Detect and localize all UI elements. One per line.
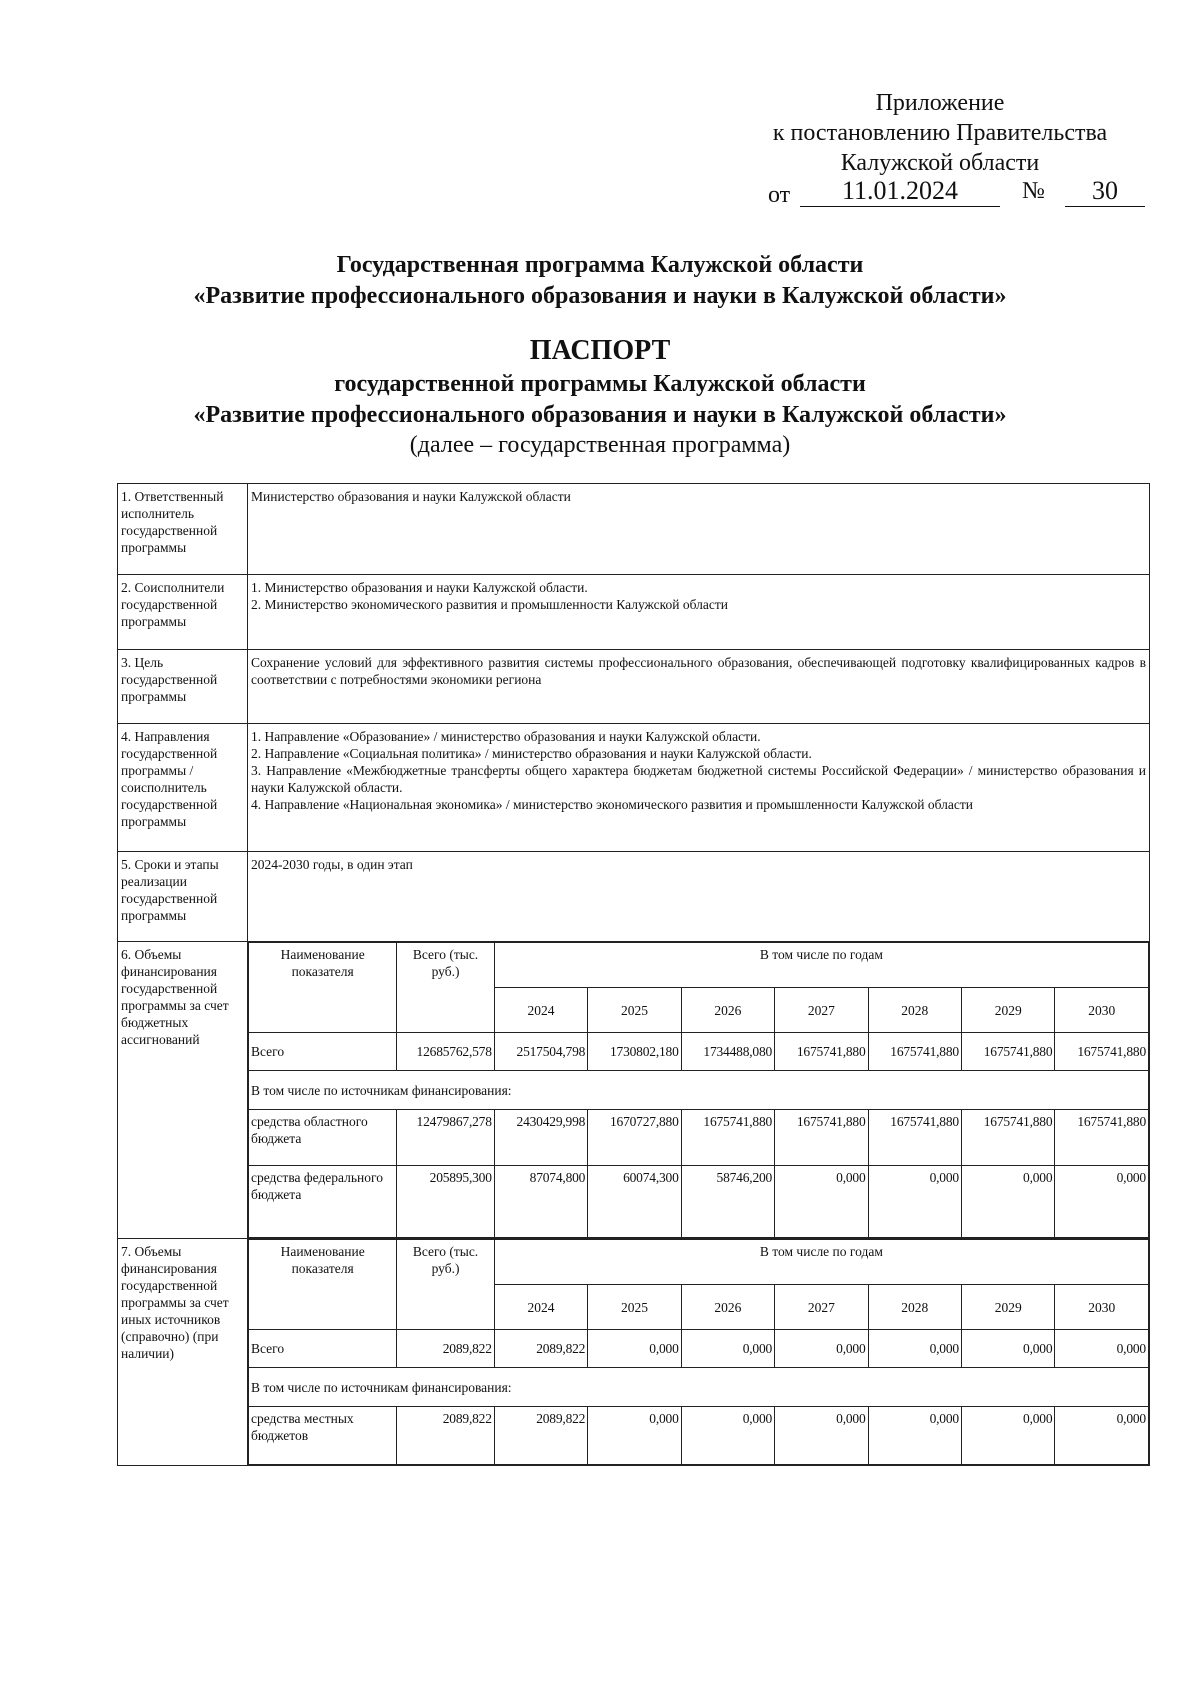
fin6-regional-row [249, 1110, 1149, 1166]
fin7-total-value: 0,000 [1055, 1330, 1149, 1368]
row-4-line-1: 1. Направление «Образование» / министерство образования и науки Калужской области. [251, 729, 761, 744]
fin6-total-value: 12685762,578 [397, 1033, 495, 1071]
fin7-local-value: 0,000 [681, 1407, 774, 1465]
fin7-year: 2024 [494, 1285, 587, 1330]
fin6-total-value: 1730802,180 [588, 1033, 681, 1071]
fin7-total-value: 0,000 [961, 1330, 1054, 1368]
fin6-federal-value: 58746,200 [681, 1166, 774, 1238]
appendix-block [740, 88, 1140, 178]
fin6-header-total: Всего (тыс. руб.) [397, 943, 495, 1033]
program-title-line-1: Государственная программа Калужской области [336, 252, 864, 278]
fin7-year: 2030 [1055, 1285, 1149, 1330]
fin6-regional-value: 1675741,880 [681, 1110, 774, 1166]
row-5-content: 2024-2030 годы, в один этап [248, 852, 1150, 942]
passport-row-7 [118, 1239, 1150, 1466]
passport-row-2 [118, 575, 1150, 650]
row-4-line-3: 3. Направление «Межбюджетные трансферты общего характера бюджетам бюджетной системы Российской Федерации» / министерство образования и науки Калужской области. [251, 763, 1146, 795]
passport-row-5 [118, 852, 1150, 942]
fin6-total-row [249, 1033, 1149, 1071]
row-3-label: 3. Цель государственной программы [118, 650, 248, 724]
fin6-federal-row [249, 1166, 1149, 1238]
fin7-local-row [249, 1407, 1149, 1465]
fin6-regional-value: 1675741,880 [868, 1110, 961, 1166]
passport-title-line-2: «Развитие профессионального образования и науки в Калужской области» [193, 402, 1007, 428]
passport-heading: ПАСПОРТ [529, 335, 671, 366]
passport-row-3 [118, 650, 1150, 724]
fin7-total-value: 2089,822 [494, 1330, 587, 1368]
fin6-total-label: Всего [249, 1033, 397, 1071]
fin7-total-label: Всего [249, 1330, 397, 1368]
finance-table-7 [248, 1239, 1149, 1465]
row-7-finance [248, 1239, 1150, 1466]
fin6-federal-value: 0,000 [775, 1166, 868, 1238]
program-title-line-2: «Развитие профессионального образования и науки в Калужской области» [193, 283, 1007, 309]
fin6-federal-label: средства федерального бюджета [249, 1166, 397, 1238]
row-1-label: 1. Ответственный исполнитель государственной программы [118, 484, 248, 575]
passport-row-6 [118, 942, 1150, 1239]
fin7-header-total: Всего (тыс. руб.) [397, 1240, 495, 1330]
fin6-header-name: Наименование показателя [249, 943, 397, 1033]
fin7-local-value: 0,000 [1055, 1407, 1149, 1465]
fin7-year: 2026 [681, 1285, 774, 1330]
resolution-number: 30 [1065, 176, 1145, 207]
row-2-line-2: 2. Министерство экономического развития и промышленности Калужской области [251, 597, 728, 612]
fin7-total-value: 2089,822 [397, 1330, 495, 1368]
fin6-federal-value: 0,000 [1055, 1166, 1149, 1238]
fin6-federal-value: 60074,300 [588, 1166, 681, 1238]
row-4-line-2: 2. Направление «Социальная политика» / министерство образования и науки Калужской области. [251, 746, 812, 761]
fin7-sources-caption: В том числе по источникам финансирования: [249, 1368, 1149, 1407]
fin6-total-value: 2517504,798 [494, 1033, 587, 1071]
fin7-local-value: 0,000 [588, 1407, 681, 1465]
passport-title-line-3: (далее – государственная программа) [409, 432, 791, 458]
row-2-label: 2. Соисполнители государственной программы [118, 575, 248, 650]
fin7-total-row [249, 1330, 1149, 1368]
appendix-line-1: Приложение [875, 90, 1005, 116]
row-7-label: 7. Объемы финансирования государственной программы за счет иных источников (справочно) (при наличии) [118, 1239, 248, 1466]
fin6-regional-value: 1675741,880 [961, 1110, 1054, 1166]
fin6-total-value: 1675741,880 [868, 1033, 961, 1071]
fin7-total-value: 0,000 [681, 1330, 774, 1368]
row-6-finance [248, 942, 1150, 1239]
fin7-total-value: 0,000 [588, 1330, 681, 1368]
row-5-label: 5. Сроки и этапы реализации государственной программы [118, 852, 248, 942]
row-2-line-1: 1. Министерство образования и науки Калужской области. [251, 580, 588, 595]
fin6-federal-value: 0,000 [961, 1166, 1054, 1238]
date-number-row [740, 176, 1150, 208]
fin6-year: 2027 [775, 988, 868, 1033]
fin7-header-by-years: В том числе по годам [494, 1240, 1148, 1285]
date-prefix: от [768, 182, 791, 208]
fin6-federal-value: 87074,800 [494, 1166, 587, 1238]
row-4-content [248, 724, 1150, 852]
number-prefix: № [1022, 178, 1045, 204]
fin7-local-value: 2089,822 [397, 1407, 495, 1465]
fin6-year: 2028 [868, 988, 961, 1033]
fin7-local-value: 0,000 [775, 1407, 868, 1465]
fin6-sources-caption: В том числе по источникам финансирования: [249, 1071, 1149, 1110]
fin6-year: 2024 [494, 988, 587, 1033]
fin6-total-value: 1675741,880 [775, 1033, 868, 1071]
fin6-regional-value: 1670727,880 [588, 1110, 681, 1166]
passport-table [117, 483, 1150, 1466]
passport-row-1 [118, 484, 1150, 575]
row-3-content: Сохранение условий для эффективного развития системы профессионального образования, обеспечивающей подготовку квалифицированных кадров в соответствии с потребностями экономики региона [248, 650, 1150, 724]
appendix-line-2: к постановлению Правительства [772, 120, 1108, 146]
fin7-total-value: 0,000 [775, 1330, 868, 1368]
fin6-year: 2030 [1055, 988, 1149, 1033]
fin6-year: 2029 [961, 988, 1054, 1033]
row-4-label: 4. Направления государственной программы / соисполнитель государственной программы [118, 724, 248, 852]
row-4-line-4: 4. Направление «Национальная экономика» / министерство экономического развития и промышленности Калужской области [251, 797, 973, 812]
fin7-year: 2025 [588, 1285, 681, 1330]
fin7-local-value: 0,000 [868, 1407, 961, 1465]
fin6-regional-value: 1675741,880 [775, 1110, 868, 1166]
fin7-local-value: 2089,822 [494, 1407, 587, 1465]
fin7-local-value: 0,000 [961, 1407, 1054, 1465]
fin6-year: 2025 [588, 988, 681, 1033]
fin7-total-value: 0,000 [868, 1330, 961, 1368]
fin6-regional-value: 1675741,880 [1055, 1110, 1149, 1166]
fin7-year: 2029 [961, 1285, 1054, 1330]
fin7-year: 2027 [775, 1285, 868, 1330]
row-1-content: Министерство образования и науки Калужской области [248, 484, 1150, 575]
fin7-header-name: Наименование показателя [249, 1240, 397, 1330]
fin6-total-value: 1734488,080 [681, 1033, 774, 1071]
fin6-total-value: 1675741,880 [1055, 1033, 1149, 1071]
row-2-content [248, 575, 1150, 650]
fin6-federal-value: 205895,300 [397, 1166, 495, 1238]
fin6-regional-value: 2430429,998 [494, 1110, 587, 1166]
fin6-regional-label: средства областного бюджета [249, 1110, 397, 1166]
passport-title-line-1: государственной программы Калужской области [334, 371, 866, 397]
fin6-year: 2026 [681, 988, 774, 1033]
row-6-label: 6. Объемы финансирования государственной программы за счет бюджетных ассигнований [118, 942, 248, 1239]
fin6-header-by-years: В том числе по годам [494, 943, 1148, 988]
fin6-regional-value: 12479867,278 [397, 1110, 495, 1166]
fin6-total-value: 1675741,880 [961, 1033, 1054, 1071]
finance-table-6 [248, 942, 1149, 1238]
appendix-line-3: Калужской области [840, 150, 1040, 176]
resolution-date: 11.01.2024 [800, 176, 1000, 207]
fin7-year: 2028 [868, 1285, 961, 1330]
fin6-federal-value: 0,000 [868, 1166, 961, 1238]
passport-row-4 [118, 724, 1150, 852]
fin7-local-label: средства местных бюджетов [249, 1407, 397, 1465]
